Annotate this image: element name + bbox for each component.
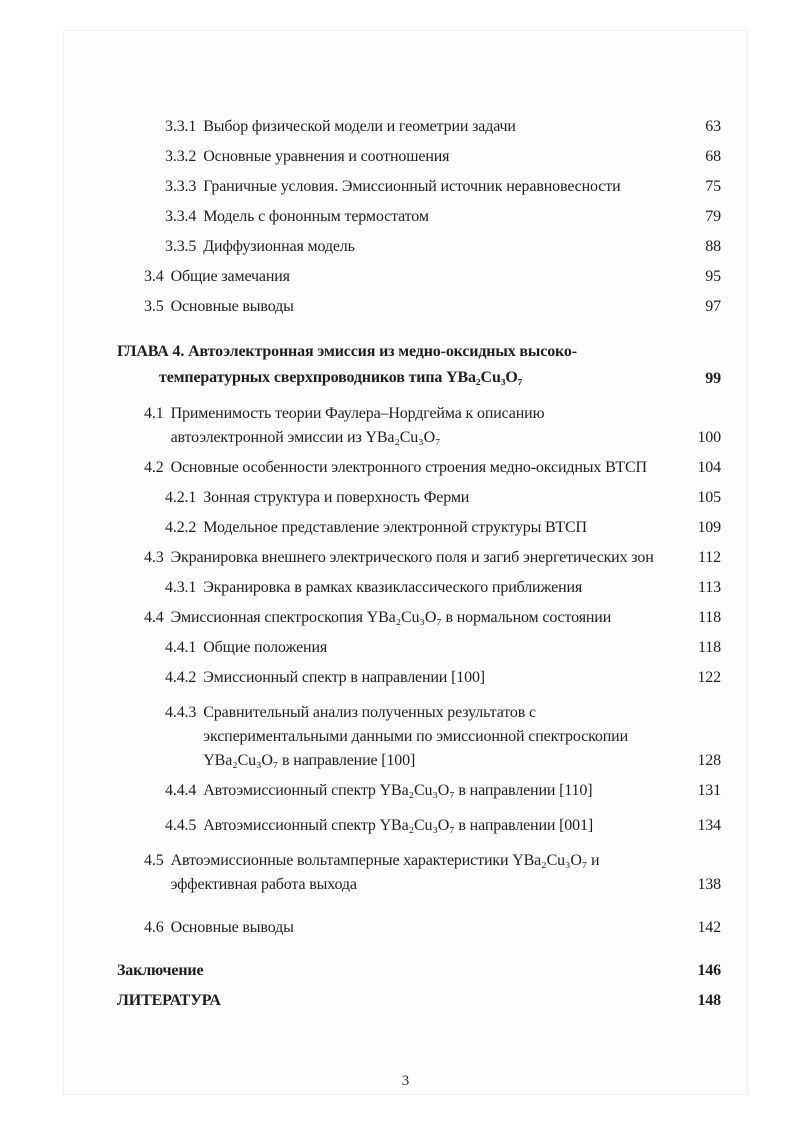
toc-entry-title (203, 636, 327, 660)
toc-entry-text (144, 402, 675, 450)
toc-entry-text (144, 295, 675, 319)
toc-entry-number: 4.4.2 (165, 669, 197, 686)
toc-entry-line: Модель с фононным термостатом (203, 208, 429, 225)
toc-entry-line: Модельное представление электронной структуры ВТСП (203, 519, 587, 536)
toc-entry (64, 175, 747, 199)
toc-page-number: 63 (705, 118, 721, 135)
toc-entry-line: Выбор физической модели и геометрии задачи (203, 118, 516, 135)
toc-entry (64, 959, 747, 983)
toc-entry-line: Общие положения (203, 639, 328, 656)
toc-entry-line: Основные особенности электронного строения медно-оксидных ВТСП (170, 459, 647, 476)
toc-entry-text (117, 959, 675, 983)
toc-page-number: 100 (697, 429, 721, 446)
toc-entry-line: Заключение (117, 962, 204, 979)
toc-entry-title (203, 576, 582, 600)
toc-entry-number: 3.4 (144, 268, 164, 285)
toc-entry-line: эффективная работа выхода (170, 876, 357, 893)
toc-entry-line: Зонная структура и поверхность Ферми (203, 489, 470, 506)
toc-page-number: 134 (697, 817, 721, 834)
toc-entry (64, 606, 747, 630)
toc-entry-text (165, 701, 675, 773)
toc-entry (64, 989, 747, 1013)
toc-entry-text (165, 205, 675, 229)
toc-entry-line: Эмиссионный спектр в направлении [100] (203, 669, 485, 686)
toc-page-number: 75 (705, 178, 721, 195)
toc-entry-text (165, 814, 675, 838)
toc-entry-text (144, 546, 675, 570)
toc-entry-title (117, 339, 577, 391)
toc-entry-text (144, 265, 675, 289)
toc-entry-number: 4.1 (144, 405, 164, 422)
toc-entry-line: Сравнительный анализ полученных результатов с (203, 704, 536, 721)
toc-entry-number: 4.2.1 (165, 489, 197, 506)
toc-page-number: 95 (705, 268, 721, 285)
toc-page-number: 105 (697, 489, 721, 506)
toc-entry-number: 4.3.1 (165, 579, 197, 596)
toc-entry-number: 4.4.5 (165, 817, 197, 834)
toc-entry-title (203, 145, 449, 169)
toc-entry-line: Автоэмиссионный спектр YBa₂Cu₃O₇ в направлении [001] (203, 817, 594, 834)
toc-entry-title (171, 849, 600, 897)
toc-entry-text (144, 849, 675, 897)
toc-list (64, 31, 747, 1013)
toc-entry-number: 3.3.2 (165, 148, 197, 165)
toc-entry (64, 339, 747, 391)
toc-page-number: 148 (697, 992, 721, 1009)
toc-entry-title (171, 295, 294, 319)
toc-entry-text (165, 145, 675, 169)
toc-page-number: 142 (697, 919, 721, 936)
toc-entry-number: 3.3.1 (165, 118, 197, 135)
toc-entry-number: 4.5 (144, 852, 164, 869)
toc-entry-number: 4.3 (144, 549, 164, 566)
toc-entry-text (144, 456, 675, 480)
toc-entry-line: экспериментальными данными по эмиссионной спектроскопии (203, 728, 628, 745)
toc-entry-text (165, 779, 675, 803)
toc-page-number: 79 (705, 208, 721, 225)
toc-page-number: 118 (698, 639, 721, 656)
toc-entry-text (165, 175, 675, 199)
toc-entry (64, 265, 747, 289)
toc-entry-title (117, 959, 203, 983)
toc-entry-title (203, 235, 355, 259)
toc-entry (64, 849, 747, 897)
toc-entry-title (203, 115, 516, 139)
toc-page-number: 138 (697, 876, 721, 893)
toc-entry (64, 701, 747, 773)
toc-entry (64, 636, 747, 660)
toc-entry-title (203, 516, 587, 540)
toc-entry (64, 456, 747, 480)
toc-page-number: 112 (698, 549, 721, 566)
toc-entry-line: ЛИТЕРАТУРА (117, 992, 221, 1009)
toc-entry-title (203, 779, 592, 803)
toc-page-number: 68 (705, 148, 721, 165)
toc-entry-text (165, 486, 675, 510)
toc-entry-title (203, 701, 628, 773)
toc-entry-number: 4.4.1 (165, 639, 197, 656)
toc-entry-text (144, 606, 675, 630)
toc-entry-line: Автоэмиссионные вольтамперные характеристики YBa₂Cu₃O₇ и (170, 852, 600, 869)
toc-entry-title (203, 175, 620, 199)
toc-entry (64, 576, 747, 600)
toc-entry-number: 4.2 (144, 459, 164, 476)
toc-entry (64, 546, 747, 570)
toc-entry-line: Автоэмиссионный спектр YBa₂Cu₃O₇ в направлении [110] (203, 782, 593, 799)
toc-entry-number: 4.6 (144, 919, 164, 936)
toc-entry-title (203, 814, 593, 838)
toc-page-number: 113 (698, 579, 721, 596)
toc-entry-number: 4.4.3 (165, 704, 197, 721)
toc-entry-line: Основные выводы (170, 298, 294, 315)
toc-entry (64, 295, 747, 319)
toc-entry-line: Эмиссионная спектроскопия YBa₂Cu₃O₇ в нормальном состоянии (170, 609, 612, 626)
toc-entry-title (171, 456, 647, 480)
toc-entry-title (203, 666, 485, 690)
toc-entry (64, 814, 747, 838)
toc-entry-number: 4.4 (144, 609, 164, 626)
toc-entry-title (171, 546, 654, 570)
toc-entry-text (165, 636, 675, 660)
document-page (63, 30, 748, 1095)
toc-entry-text (165, 516, 675, 540)
toc-entry (64, 145, 747, 169)
toc-page-number: 146 (697, 962, 721, 979)
toc-page-number: 128 (697, 752, 721, 769)
toc-entry-number: 3.5 (144, 298, 164, 315)
toc-entry-line: Основные уравнения и соотношения (203, 148, 450, 165)
toc-entry (64, 486, 747, 510)
toc-entry-title (171, 916, 294, 940)
toc-entry-number: 3.3.5 (165, 238, 197, 255)
toc-page-number: 131 (697, 782, 721, 799)
toc-entry-number: 3.3.4 (165, 208, 197, 225)
toc-page-number: 118 (698, 609, 721, 626)
toc-entry-title (171, 402, 545, 450)
toc-entry-text (165, 235, 675, 259)
toc-page-number: 122 (697, 669, 721, 686)
toc-entry-title (171, 606, 612, 630)
toc-entry-line: Основные выводы (170, 919, 294, 936)
toc-entry-line: Общие замечания (170, 268, 290, 285)
toc-entry-title (203, 205, 429, 229)
toc-entry-title (117, 989, 221, 1013)
toc-entry-line: YBa₂Cu₃O₇ в направление [100] (203, 752, 416, 769)
toc-entry-title (171, 265, 290, 289)
toc-entry-line: Граничные условия. Эмиссионный источник неравновесности (203, 178, 621, 195)
toc-entry-text (117, 339, 675, 391)
toc-entry-title (203, 486, 469, 510)
toc-entry-text (165, 115, 675, 139)
toc-entry-text (117, 989, 675, 1013)
page-footer-number: 3 (401, 1073, 410, 1089)
toc-entry (64, 402, 747, 450)
toc-entry-line: Экранировка в рамках квазиклассического приближения (203, 579, 583, 596)
toc-entry-line: Экранировка внешнего электрического поля и загиб энергетических зон (170, 549, 654, 566)
toc-entry (64, 666, 747, 690)
toc-entry (64, 115, 747, 139)
toc-page-number: 104 (697, 459, 721, 476)
toc-entry-line: температурных сверхпроводников типа YBa₂Cu₃O₇ (159, 369, 523, 386)
toc-entry-number: 4.2.2 (165, 519, 197, 536)
toc-entry-line: автоэлектронной эмиссии из YBa₂Cu₃O₇ (170, 429, 441, 446)
toc-entry-line: ГЛАВА 4. Автоэлектронная эмиссия из медно-оксидных высоко- (117, 343, 577, 360)
toc-page-number: 99 (705, 370, 721, 387)
toc-entry-text (165, 576, 675, 600)
toc-entry-text (165, 666, 675, 690)
toc-entry-line: Диффузионная модель (203, 238, 355, 255)
toc-entry-number: 3.3.3 (165, 178, 197, 195)
toc-entry-line: Применимость теории Фаулера–Нордгейма к описанию (170, 405, 545, 422)
toc-page-number: 97 (705, 298, 721, 315)
toc-entry (64, 516, 747, 540)
toc-entry (64, 916, 747, 940)
toc-entry (64, 779, 747, 803)
toc-page-number: 109 (697, 519, 721, 536)
toc-entry (64, 205, 747, 229)
toc-page-number: 88 (705, 238, 721, 255)
toc-entry (64, 235, 747, 259)
toc-entry-number: 4.4.4 (165, 782, 197, 799)
toc-entry-text (144, 916, 675, 940)
